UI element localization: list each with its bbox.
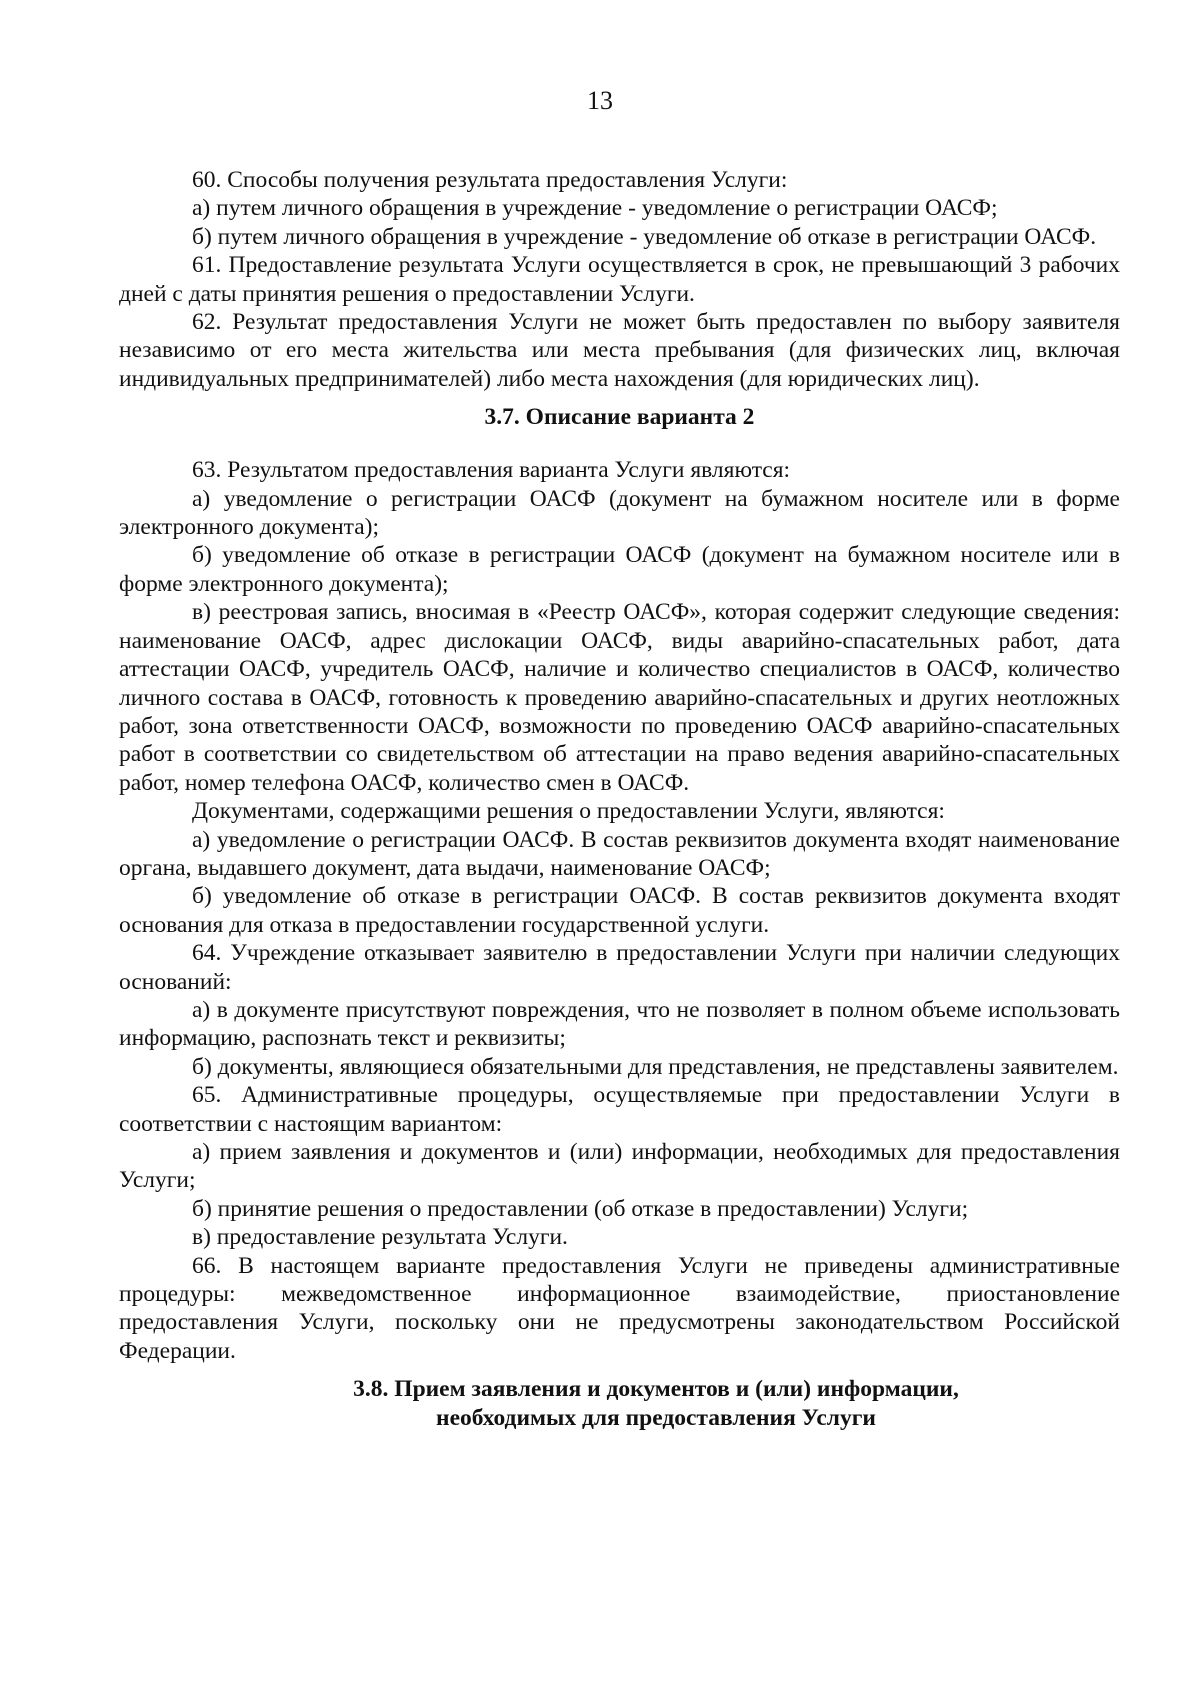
paragraph-63a: а) уведомление о регистрации ОАСФ (документ на бумажном носителе или в форме электронного документа);: [119, 485, 1120, 541]
paragraph-66: 66. В настоящем варианте предоставления Услуги не приведены административные процедуры: межведомственное информационное взаимодействие, приостановление предоставления Услуги, поскольку они не предусмотрены законодательством Российской Федерации.: [119, 1252, 1120, 1364]
paragraph-60b: б) путем личного обращения в учреждение - уведомление об отказе в регистрации ОАСФ.: [192, 223, 1097, 250]
paragraph-65c: в) предоставление результата Услуги.: [192, 1224, 568, 1251]
paragraph-62: 62. Результат предоставления Услуги не может быть предоставлен по выбору заявителя независимо от его места жительства или места пребывания (для физических лиц, включая индивидуальных предпринимателей) либо места нахождения (для юридических лиц).: [119, 309, 1120, 392]
paragraph-65: 65. Административные процедуры, осуществляемые при предоставлении Услуги в соответствии с настоящим вариантом:: [119, 1082, 1120, 1137]
paragraph-docs-b: б) уведомление об отказе в регистрации ОАСФ. В состав реквизитов документа входят основания для отказа в предоставлении государственной услуги.: [119, 883, 1120, 938]
paragraph-65a: а) прием заявления и документов и (или) информации, необходимых для предоставления Услуги;: [119, 1139, 1120, 1194]
paragraph-64a: а) в документе присутствуют повреждения, что не позволяет в полном объеме использовать информацию, распознать текст и реквизиты;: [119, 996, 1120, 1052]
section-heading-3-8-line1: 3.8. Прием заявления и документов и (или) информации,: [353, 1376, 959, 1403]
document-body: [119, 166, 1120, 1433]
paragraph-60: 60. Способы получения результата предоставления Услуги:: [192, 167, 788, 193]
paragraph-docs: Документами, содержащими решения о предоставлении Услуги, являются:: [192, 798, 945, 825]
section-heading-3-7: 3.7. Описание варианта 2: [484, 404, 755, 431]
paragraph-64b: б) документы, являющиеся обязательными для представления, не представлены заявителем.: [192, 1053, 1119, 1080]
paragraph-60a: а) путем личного обращения в учреждение - уведомление о регистрации ОАСФ;: [192, 195, 998, 222]
paragraph-63c: в) реестровая запись, вносимая в «Реестр ОАСФ», которая содержит следующие сведения: наименование ОАСФ, адрес дислокации ОАСФ, виды аварийно-спасательных работ, дата аттестации ОАСФ, учредитель ОАСФ, наличие и количество специалистов в ОАСФ, количество личного состава в ОАСФ, готовность к проведению аварийно-спасательных и других неотложных работ, зона ответственности ОАСФ, возможности по проведению ОАСФ аварийно-спасательных работ в соответствии со свидетельством об аттестации на право ведения аварийно-спасательных работ, номер телефона ОАСФ, количество смен в ОАСФ.: [119, 599, 1120, 796]
section-heading-3-8: [119, 1375, 1120, 1433]
paragraph-65b: б) принятие решения о предоставлении (об отказе в предоставлении) Услуги;: [192, 1195, 969, 1222]
section-heading-3-8-line2: необходимых для предоставления Услуги: [436, 1405, 876, 1432]
paragraph-63: 63. Результатом предоставления варианта Услуги являются:: [192, 457, 791, 484]
paragraph-61: 61. Предоставление результата Услуги осуществляется в срок, не превышающий 3 рабочих дней с даты принятия решения о предоставлении Услуги.: [119, 252, 1120, 307]
paragraph-64: 64. Учреждение отказывает заявителю в предоставлении Услуги при наличии следующих оснований:: [119, 940, 1120, 995]
paragraph-docs-a: а) уведомление о регистрации ОАСФ. В состав реквизитов документа входят наименование органа, выдавшего документ, дата выдачи, наименование ОАСФ;: [119, 826, 1120, 881]
page-number: 13: [587, 86, 613, 115]
paragraph-63b: б) уведомление об отказе в регистрации ОАСФ (документ на бумажном носителе или в форме электронного документа);: [119, 542, 1120, 597]
